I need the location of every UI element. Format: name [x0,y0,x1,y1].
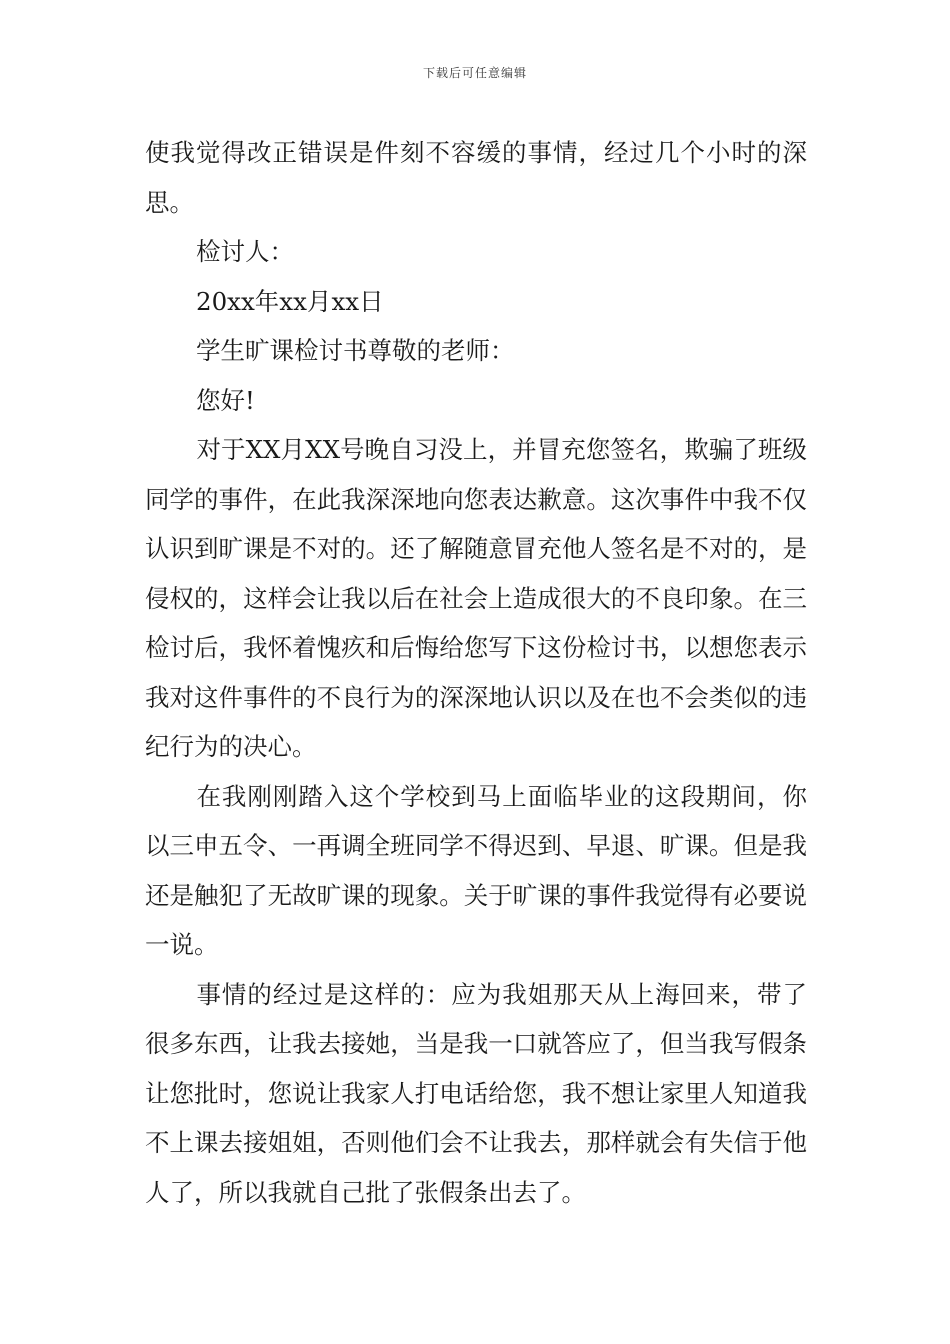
letter-title: 学生旷课检讨书尊敬的老师： [196,336,515,365]
greeting: 您好! [196,385,255,415]
paragraph-background: 在我刚刚踏入这个学校到马上面临毕业的这段期间，你以三申五令、一再调全班同学不得迟到、早退、旷课。但是我还是触犯了无故旷课的现象。关于旷课的事件我觉得有必要说一说。 [145,781,807,959]
document-body [145,128,807,1217]
paragraph-explanation: 事情的经过是这样的：应为我姐那天从上海回来，带了很多东西，让我去接她，当是我一口就答应了，但当我写假条让您批时，您说让我家人打电话给您，我不想让家里人知道我不上课去接姐姐，否则他们会不让我去，那样就会有失信于他人了，所以我就自己批了张假条出去了。 [145,979,807,1207]
download-edit-note: 下载后可任意编辑 [422,66,527,80]
date-line: 20xx年xx月xx日 [196,286,384,316]
signer-label: 检讨人： [196,237,294,266]
paragraph-continuation: 使我觉得改正错误是件刻不容缓的事情，经过几个小时的深思。 [145,138,807,217]
paragraph-apology: 对于XX月XX号晚自习没上，并冒充您签名，欺骗了班级同学的事件，在此我深深地向您表达歉意。这次事件中我不仅认识到旷课是不对的。还了解随意冒充他人签名是不对的，是侵权的，这样会让我以后在社会上造成很大的不良印象。在三检讨后，我怀着愧疚和后悔给您写下这份检讨书，以想您表示我对这件事件的不良行为的深深地认识以及在也不会类似的违纪行为的决心。 [145,435,807,761]
